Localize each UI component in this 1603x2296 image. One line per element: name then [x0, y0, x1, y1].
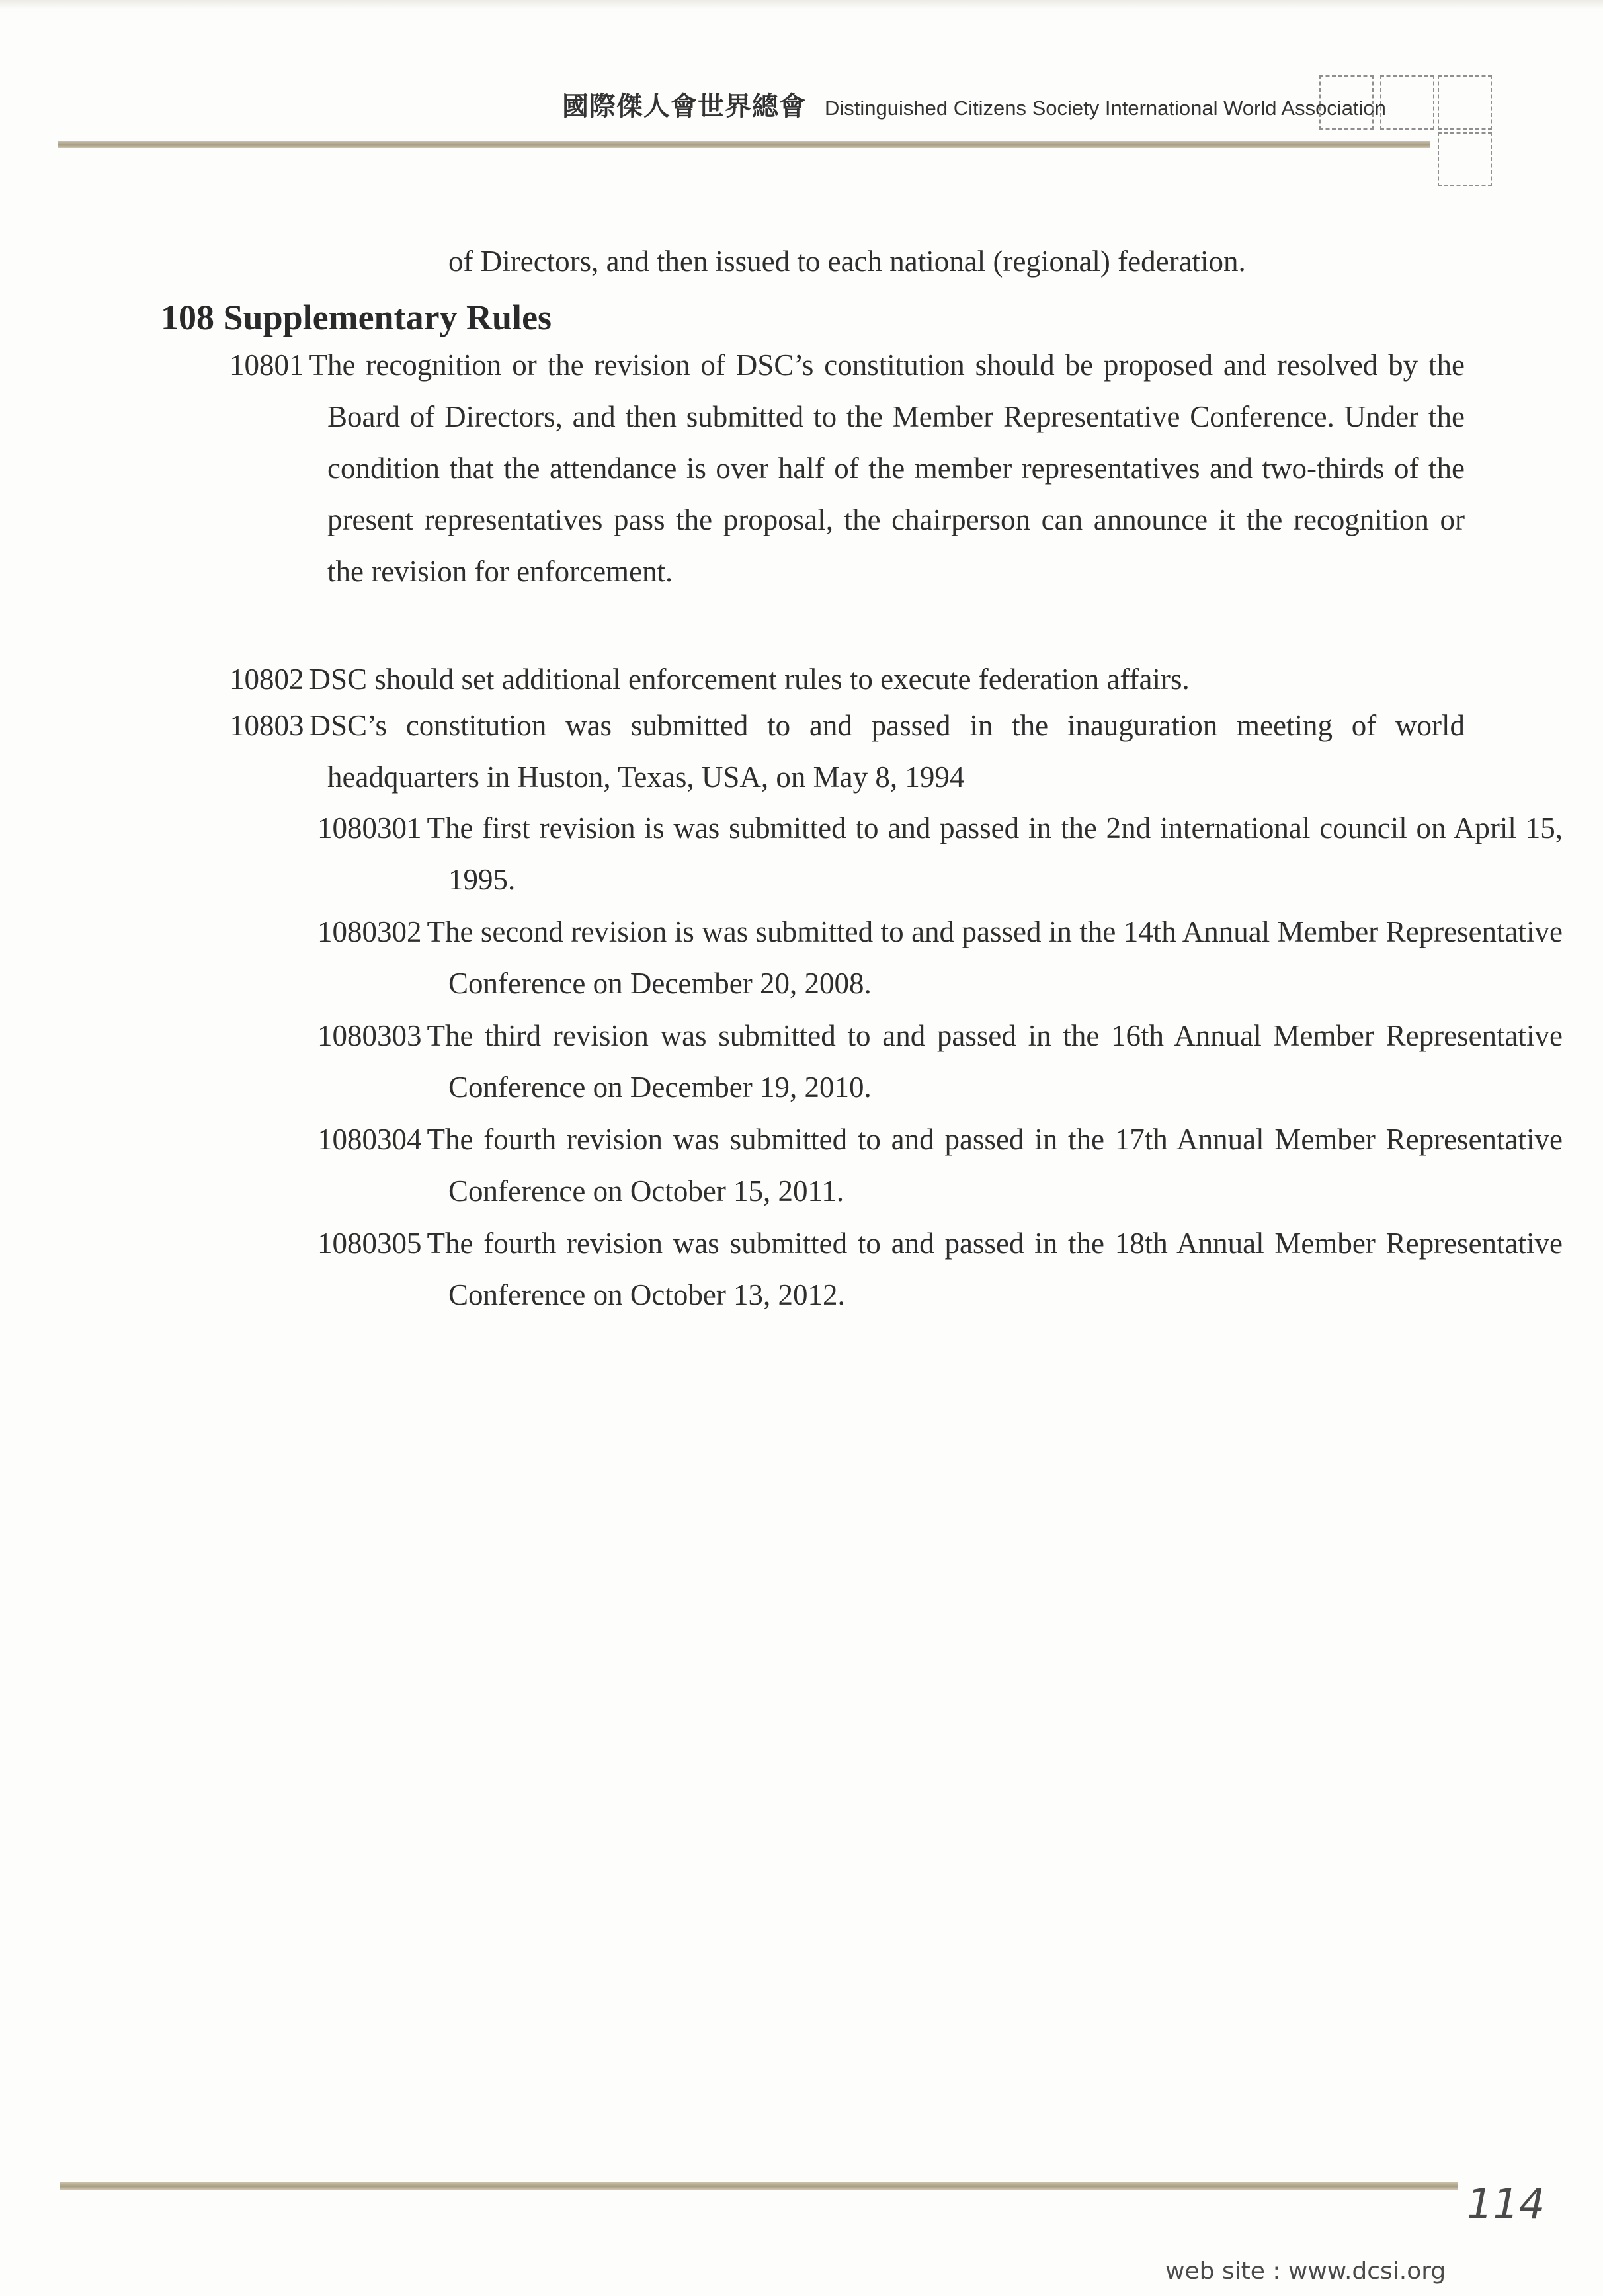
scan-edge	[0, 0, 1603, 9]
continuation-text	[448, 235, 1361, 287]
revision-1080302	[317, 906, 1563, 1009]
revision-text: The fourth revision was submitted to and passed in the 18th Annual Member Representative Conference on October 13, 2012.	[427, 1227, 1563, 1311]
revision-1080301	[317, 802, 1563, 905]
decorative-box	[1438, 132, 1492, 186]
rule-text: DSC should set additional enforcement rules to execute federation affairs.	[309, 663, 1190, 696]
rule-10802	[229, 653, 1367, 705]
revision-1080303	[317, 1010, 1563, 1113]
page-number: 114	[1467, 2180, 1545, 2228]
revision-text: The fourth revision was submitted to and passed in the 17th Annual Member Representative Conference on October 15, 2011.	[427, 1123, 1563, 1208]
page-header	[562, 90, 1386, 129]
rule-text: The recognition or the revision of DSC’s constitution should be proposed and resolved by the Board of Directors, and then submitted to the Member Representative Conference. Under the condition that the attendance is over half of the member representatives and two-thirds of the present representatives pass the proposal, the chairperson can announce it the recognition or the revision for enforcement.	[309, 348, 1465, 588]
rule-number: 10803	[229, 709, 304, 742]
footer-divider	[60, 2182, 1458, 2190]
revision-1080305	[317, 1217, 1563, 1321]
revision-text: The first revision is was submitted to and passed in the 2nd international council on April 15, 1995.	[427, 811, 1563, 896]
revision-number: 1080301	[317, 811, 422, 844]
revision-number: 1080302	[317, 915, 422, 948]
rule-number: 10802	[229, 663, 304, 696]
revision-1080304	[317, 1114, 1563, 1217]
revision-text: The third revision was submitted to and passed in the 16th Annual Member Representative Conference on December 19, 2010.	[427, 1019, 1563, 1104]
decorative-box	[1438, 75, 1492, 130]
header-title-chinese: 國際傑人會世界總會	[562, 91, 806, 122]
rule-number: 10801	[229, 348, 304, 382]
website-address: web site : www.dcsi.org	[1165, 2258, 1446, 2285]
revision-number: 1080303	[317, 1019, 422, 1052]
revision-number: 1080304	[317, 1123, 422, 1156]
decorative-box	[1380, 75, 1434, 130]
header-title-english: Distinguished Citizens Society International World Association	[825, 97, 1386, 120]
rule-10803	[229, 700, 1465, 803]
header-divider	[58, 141, 1430, 148]
rule-10801	[229, 339, 1465, 597]
section-title: 108 Supplementary Rules	[161, 298, 552, 337]
continuation-text-content: of Directors, and then issued to each national (regional) federation.	[448, 245, 1246, 278]
revision-number: 1080305	[317, 1227, 422, 1260]
rule-text: DSC’s constitution was submitted to and passed in the inauguration meeting of world headquarters in Huston, Texas, USA, on May 8, 1994	[309, 709, 1465, 794]
decorative-box	[1319, 75, 1374, 130]
revision-text: The second revision is was submitted to and passed in the 14th Annual Member Representative Conference on December 20, 2008.	[427, 915, 1563, 1000]
